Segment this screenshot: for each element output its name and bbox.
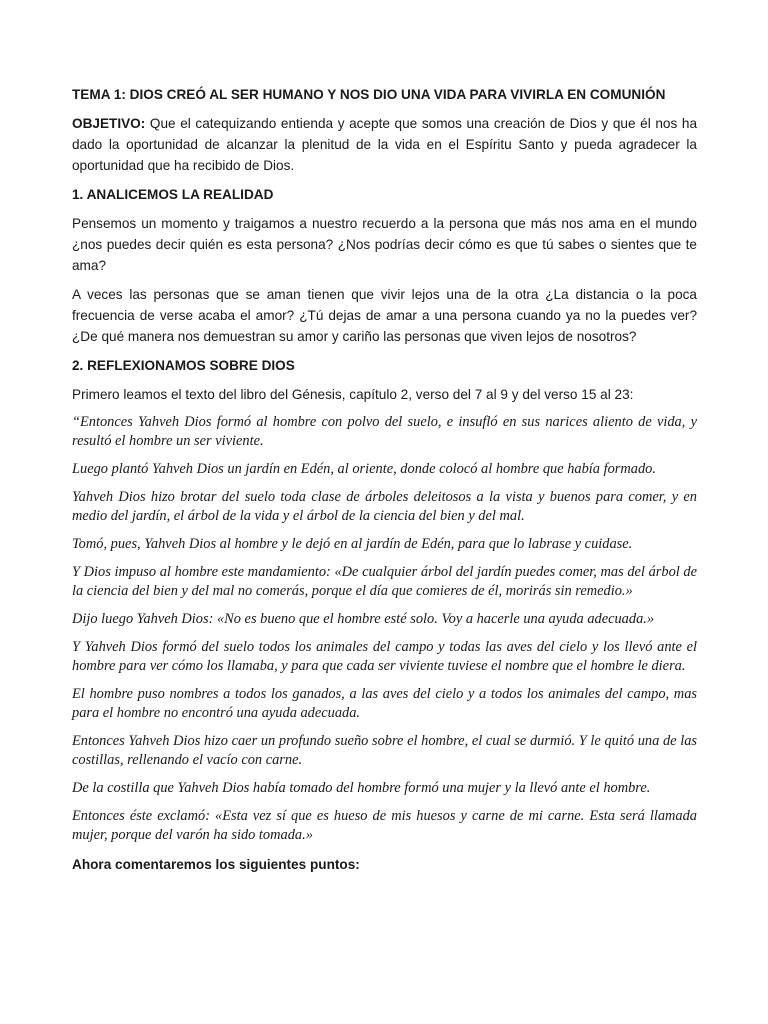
objective-text: Que el catequizando entienda y acepte que somos una creación de Dios y que él nos ha dado la oportunidad de alcanzar la plenitud de la vida en el Espíritu Santo y pueda agradecer la oportunidad que ha recibido de Dios. [72, 116, 697, 173]
scripture-verse: Luego plantó Yahveh Dios un jardín en Edén, al oriente, donde colocó al hombre que había formado. [72, 461, 656, 477]
discussion-intro: Ahora comentaremos los siguientes puntos: [72, 857, 360, 872]
scripture-verse: Dijo luego Yahveh Dios: «No es bueno que el hombre esté solo. Voy a hacerle una ayuda adecuada.» [72, 611, 655, 627]
objective-paragraph [72, 113, 697, 176]
scripture-verse: El hombre puso nombres a todos los ganados, a las aves del cielo y a todos los animales del campo, mas para el hombre no encontró una ayuda adecuada. [72, 686, 697, 721]
scripture-intro: Primero leamos el texto del libro del Génesis, capítulo 2, verso del 7 al 9 y del verso 15 al 23: [72, 387, 634, 402]
document-title: TEMA 1: DIOS CREÓ AL SER HUMANO Y NOS DIO UNA VIDA PARA VIVIRLA EN COMUNIÓN [72, 87, 666, 102]
section-heading-analicemos: 1. ANALICEMOS LA REALIDAD [72, 187, 274, 202]
scripture-verse: De la costilla que Yahveh Dios había tomado del hombre formó una mujer y la llevó ante el hombre. [72, 780, 651, 796]
scripture-verse: Entonces éste exclamó: «Esta vez sí que es hueso de mis huesos y carne de mi carne. Esta será llamada mujer, porque del varón ha sido tomada.» [72, 808, 697, 843]
paragraph: A veces las personas que se aman tienen que vivir lejos una de la otra ¿La distancia o la poca frecuencia de verse acaba el amor? ¿Tú dejas de amar a una persona cuando ya no la puedes ver? ¿De qué manera nos demuestran su amor y cariño las personas que viven lejos de nosotros? [72, 287, 697, 344]
scripture-verse: Entonces Yahveh Dios hizo caer un profundo sueño sobre el hombre, el cual se durmió. Y le quitó una de las costillas, rellenando el vacío con carne. [72, 733, 697, 768]
objective-label: OBJETIVO: [72, 116, 146, 131]
scripture-verse: Y Yahveh Dios formó del suelo todos los animales del campo y todas las aves del cielo y los llevó ante el hombre para ver cómo los llamaba, y para que cada ser viviente tuviese el nombre que el hombre le diera. [72, 639, 697, 674]
scripture-verse: Yahveh Dios hizo brotar del suelo toda clase de árboles deleitosos a la vista y buenos para comer, y en medio del jardín, el árbol de la vida y el árbol de la ciencia del bien y del mal. [72, 489, 697, 524]
paragraph: Pensemos un momento y traigamos a nuestro recuerdo a la persona que más nos ama en el mundo ¿nos puedes decir quién es esta persona? ¿Nos podrías decir cómo es que tú sabes o sientes que te ama? [72, 216, 697, 273]
scripture-verse: Tomó, pues, Yahveh Dios al hombre y le dejó en al jardín de Edén, para que lo labrase y cuidase. [72, 536, 633, 552]
scripture-verse: Y Dios impuso al hombre este mandamiento: «De cualquier árbol del jardín puedes comer, mas del árbol de la ciencia del bien y del mal no comerás, porque el día que comieres de él, morirás sin remedio.» [72, 564, 697, 599]
scripture-verse: “Entonces Yahveh Dios formó al hombre con polvo del suelo, e insufló en sus narices aliento de vida, y resultó el hombre un ser viviente. [72, 414, 697, 449]
section-heading-reflexionamos: 2. REFLEXIONAMOS SOBRE DIOS [72, 358, 295, 373]
